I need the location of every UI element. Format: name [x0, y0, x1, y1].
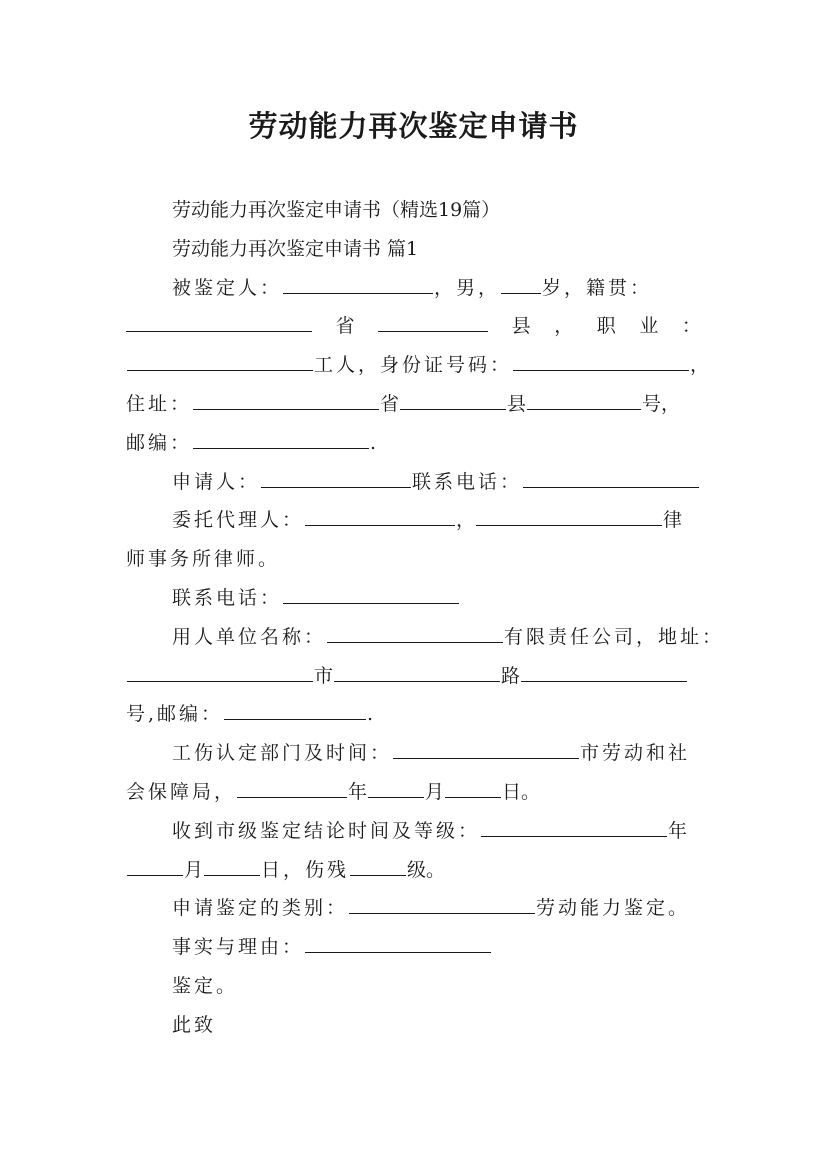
- blank-address-province[interactable]: [193, 390, 379, 410]
- blank-applicant[interactable]: [261, 468, 411, 488]
- injury-department-line: [126, 739, 701, 778]
- label-gender: ，男，: [434, 276, 501, 299]
- blank-city[interactable]: [127, 662, 313, 682]
- label-address-county: 县: [507, 392, 527, 415]
- label-agent-phone: 联系电话：: [172, 586, 283, 609]
- blank-applicant-phone[interactable]: [523, 468, 699, 488]
- blank-county[interactable]: [378, 312, 488, 332]
- closing-line: [126, 1011, 701, 1050]
- blank-road[interactable]: [334, 662, 500, 682]
- label-worker-id: 工人，身份证号码：: [314, 354, 513, 377]
- blank-address-county[interactable]: [400, 390, 506, 410]
- label-comma: ，: [554, 315, 574, 338]
- label-injury-department: 工伤认定部门及时间：: [172, 742, 393, 765]
- label-appraisal-type: 申请鉴定的类别：: [172, 897, 349, 920]
- blank-conclusion-day[interactable]: [204, 856, 260, 876]
- appraisal-line: [126, 972, 701, 1011]
- label-period-2: .: [367, 703, 374, 726]
- appraised-person-line: [126, 274, 701, 313]
- label-address-province: 省: [380, 392, 400, 415]
- injury-date-line: [126, 778, 701, 817]
- label-social-security: 会保障局，: [126, 780, 237, 803]
- label-conclusion-month: 月: [184, 858, 204, 881]
- blank-disability-grade[interactable]: [350, 856, 406, 876]
- blank-injury-month[interactable]: [368, 778, 424, 798]
- label-conclusion-year: 年: [668, 819, 688, 842]
- blank-occupation[interactable]: [127, 351, 313, 371]
- address-line: [126, 390, 701, 429]
- agent-line: [126, 506, 701, 545]
- label-law-firm: 师事务所律师。: [126, 548, 281, 571]
- label-employer: 用人单位名称：: [172, 625, 327, 648]
- appraisal-type-line: [126, 894, 701, 933]
- label-colon: ：: [681, 315, 701, 338]
- label-day: 日。: [502, 780, 541, 803]
- label-appraised-person: 被鉴定人：: [172, 276, 283, 299]
- document-title: 劳动能力再次鉴定申请书: [248, 109, 579, 143]
- blank-agent-phone[interactable]: [283, 584, 459, 604]
- label-conclusion-time: 收到市级鉴定结论时间及等级：: [172, 819, 481, 842]
- facts-reasons-line: [126, 933, 701, 972]
- blank-appraisal-type[interactable]: [349, 894, 535, 914]
- blank-conclusion-month[interactable]: [127, 856, 183, 876]
- label-company-address: 有限责任公司，地址：: [504, 625, 725, 648]
- blank-name[interactable]: [283, 274, 433, 294]
- label-occupation-1: 职: [596, 315, 616, 338]
- blank-employer-postcode[interactable]: [224, 700, 366, 720]
- blank-employer[interactable]: [327, 623, 503, 643]
- conclusion-time-line: [126, 817, 701, 856]
- employer-postcode-line: [126, 700, 701, 739]
- label-labor-bureau: 市劳动和社: [580, 742, 691, 765]
- label-appraisal: 鉴定。: [172, 974, 239, 997]
- label-address-number: 号，: [642, 392, 681, 415]
- label-disability: 日，伤残: [261, 858, 350, 881]
- conclusion-grade-line: [126, 856, 701, 895]
- label-county: 县: [511, 315, 531, 338]
- employer-line: [126, 623, 725, 662]
- blank-road-number[interactable]: [521, 662, 687, 682]
- label-comma-2: ，: [690, 354, 710, 377]
- label-province: 省: [335, 315, 355, 338]
- label-occupation-2: 业: [639, 315, 659, 338]
- blank-age[interactable]: [501, 274, 541, 294]
- label-grade: 级。: [407, 858, 446, 881]
- blank-injury-year[interactable]: [237, 778, 347, 798]
- label-facts-reasons: 事实与理由：: [172, 936, 305, 959]
- document-body: [126, 196, 725, 1050]
- label-city: 市: [314, 664, 334, 687]
- label-year: 年: [348, 780, 368, 803]
- section-heading: 劳动能力再次鉴定申请书 篇1: [172, 237, 419, 260]
- label-road: 路: [501, 664, 521, 687]
- label-agent: 委托代理人：: [172, 509, 305, 532]
- blank-postcode[interactable]: [193, 429, 369, 449]
- label-period: .: [370, 431, 377, 454]
- blank-id-number[interactable]: [513, 351, 689, 371]
- id-number-line: [126, 351, 710, 390]
- blank-address-number[interactable]: [527, 390, 641, 410]
- label-age-origin: 岁，籍贯：: [542, 276, 653, 299]
- blank-injury-department[interactable]: [393, 739, 579, 759]
- blank-conclusion-year[interactable]: [481, 817, 667, 837]
- label-law-1: 律: [663, 509, 683, 532]
- label-agent-comma: ，: [456, 509, 476, 532]
- postcode-line: [126, 429, 701, 468]
- blank-law-firm[interactable]: [476, 506, 662, 526]
- label-month: 月: [425, 780, 445, 803]
- applicant-line: [126, 468, 701, 507]
- law-firm-line: [126, 545, 701, 584]
- label-employer-postcode: 号,邮编：: [126, 703, 224, 726]
- label-applicant: 申请人：: [172, 470, 261, 493]
- blank-facts-reasons[interactable]: [305, 933, 491, 953]
- label-labor-ability: 劳动能力鉴定。: [536, 897, 691, 920]
- intro-line: 劳动能力再次鉴定申请书（精选19篇）: [172, 199, 501, 221]
- agent-phone-line: [126, 584, 701, 623]
- blank-agent[interactable]: [305, 506, 455, 526]
- label-address: 住址：: [126, 392, 193, 415]
- blank-province[interactable]: [126, 312, 312, 332]
- label-postcode: 邮编：: [126, 431, 193, 454]
- blank-injury-day[interactable]: [445, 778, 501, 798]
- label-closing: 此致: [172, 1013, 217, 1036]
- label-applicant-phone: 联系电话：: [412, 470, 523, 493]
- employer-address-line: [126, 662, 701, 701]
- origin-occupation-line: [126, 312, 701, 351]
